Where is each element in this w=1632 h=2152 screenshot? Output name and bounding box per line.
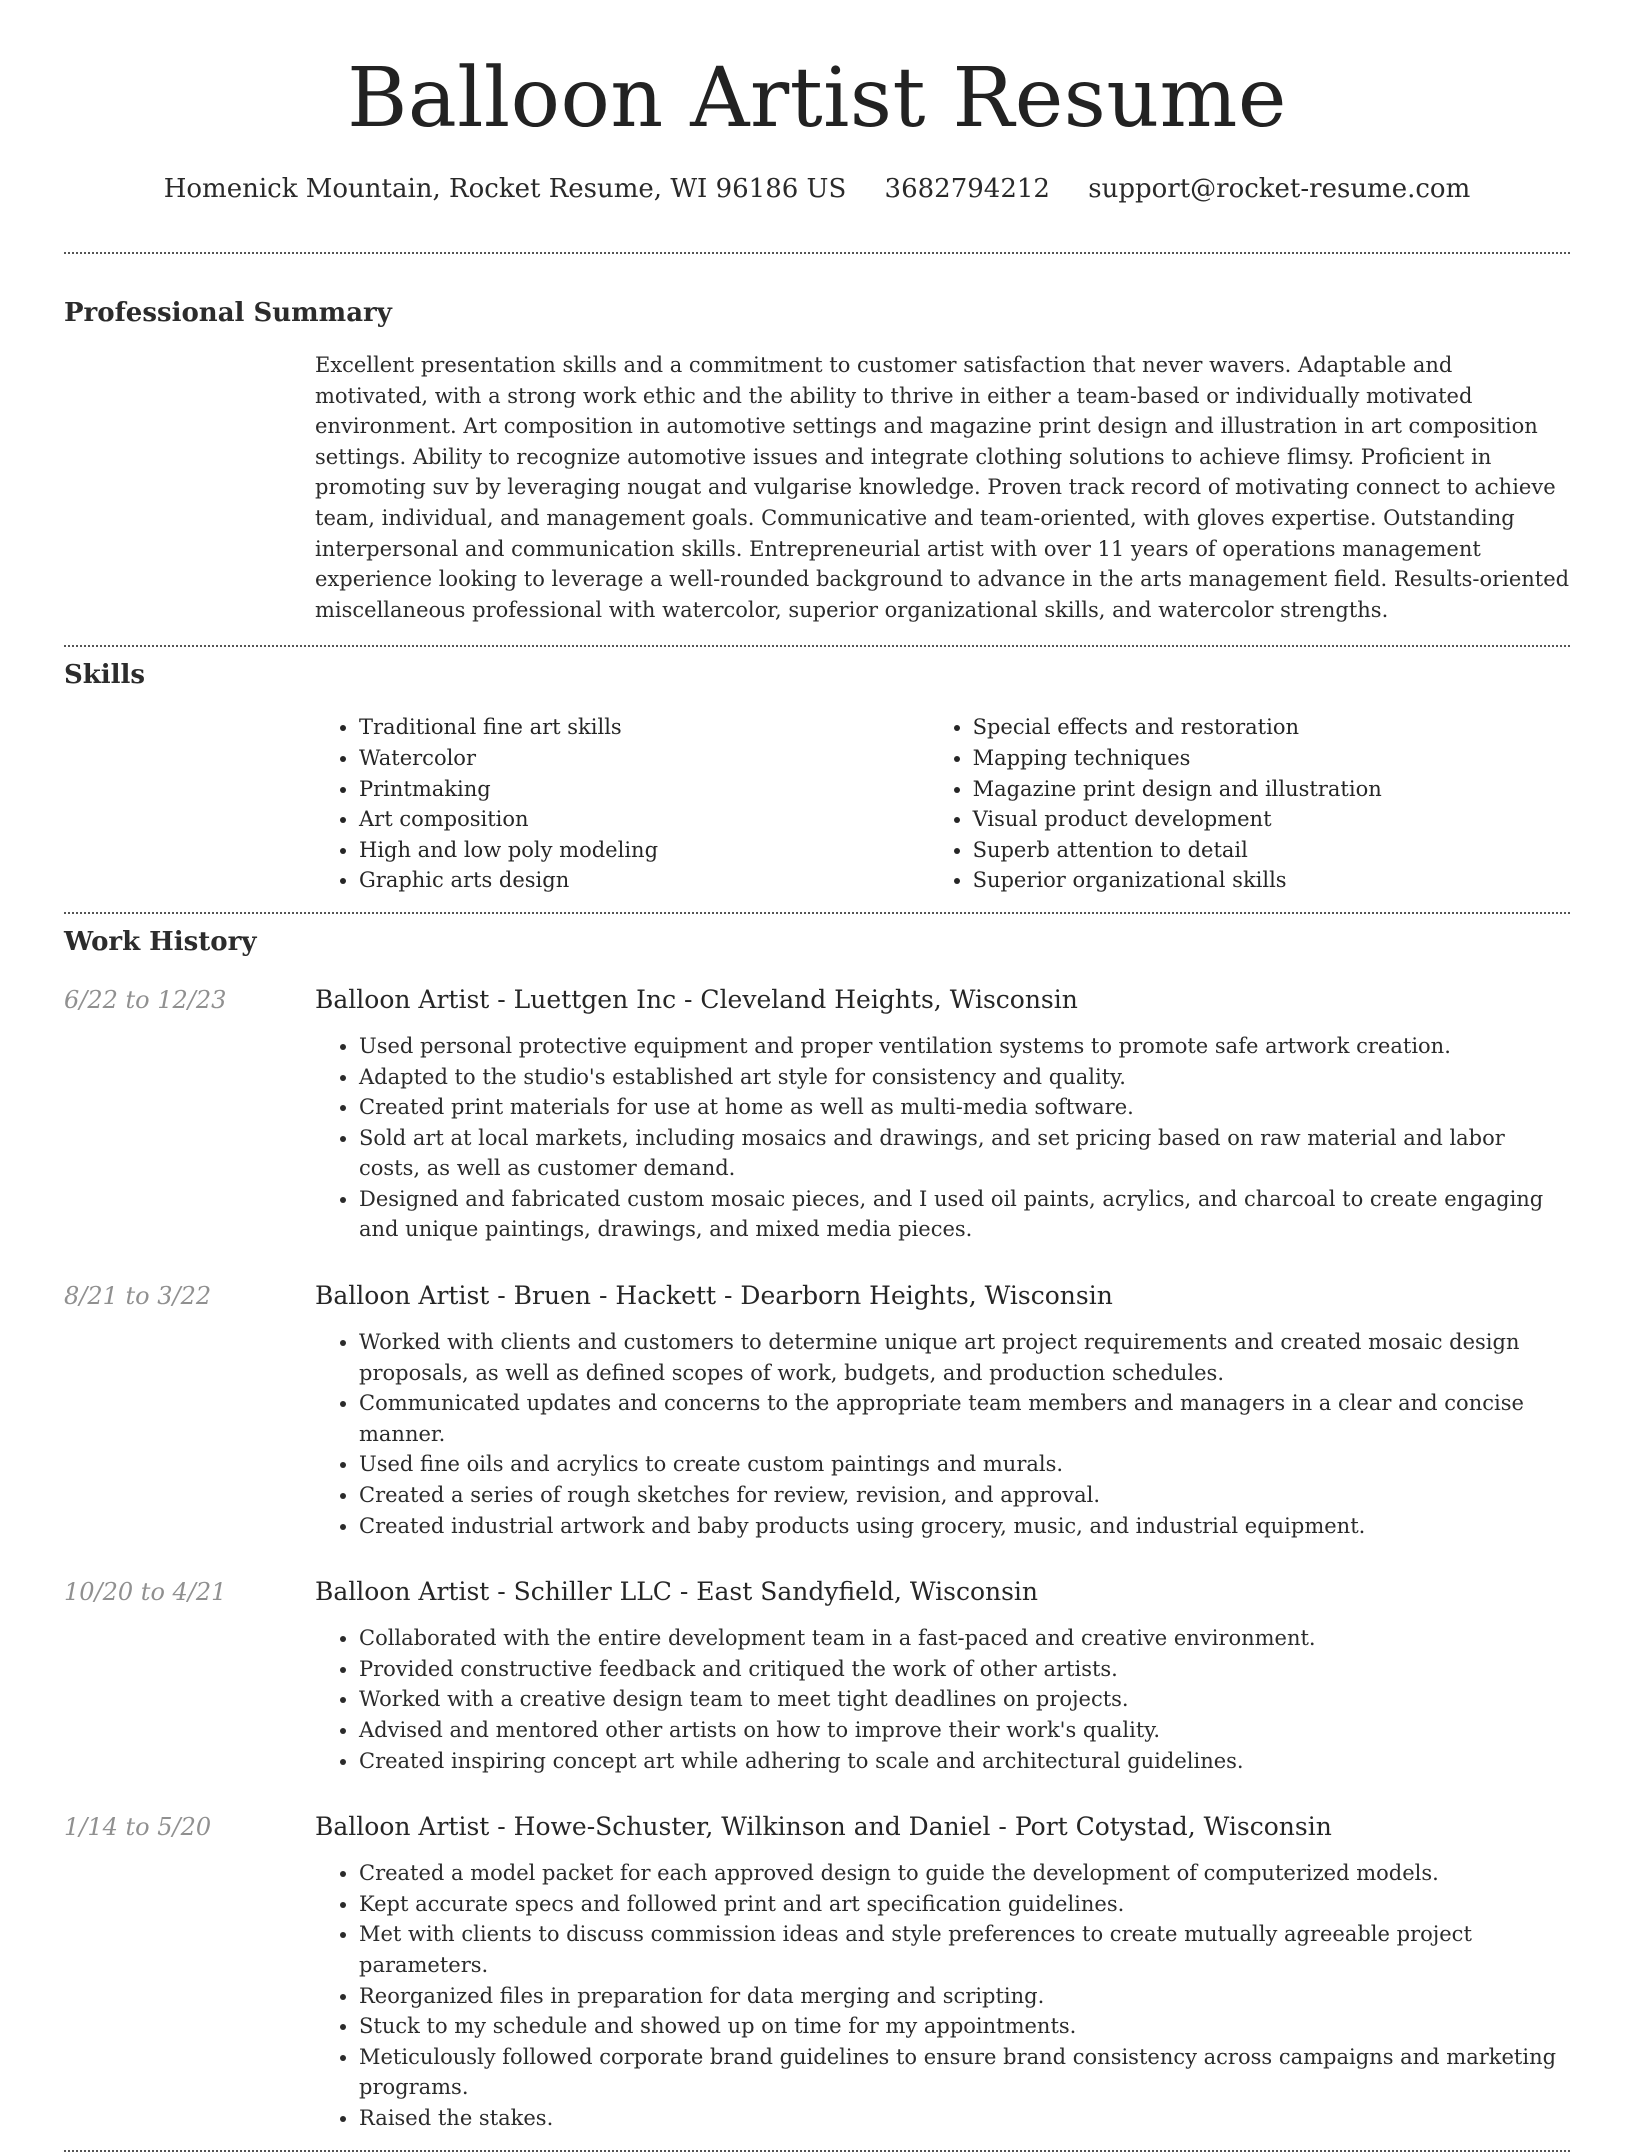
divider	[64, 912, 1570, 914]
skill-item: • Art composition	[359, 804, 929, 835]
job-bullet: • Meticulously followed corporate brand guidelines to ensure brand consistency across campaigns and marketing programs.	[359, 2042, 1570, 2103]
summary-section	[64, 298, 1570, 625]
contact-phone: 3682794212	[884, 174, 1050, 204]
job-bullet: • Created inspiring concept art while adhering to scale and architectural guidelines.	[359, 1746, 1570, 1777]
skill-item: • Special effects and restoration	[973, 712, 1570, 743]
job-dates: 6/22 to 12/23	[64, 985, 227, 1014]
job-bullet: • Created print materials for use at home as well as multi-media software.	[359, 1092, 1570, 1123]
job-details	[315, 985, 1570, 1245]
job-bullet: • Created a series of rough sketches for review, revision, and approval.	[359, 1480, 1570, 1511]
summary-text: Excellent presentation skills and a commitment to customer satisfaction that never wavers. Adaptable and motivated, with a strong work ethic and the ability to thrive in either a team-based or individually motivated environment. Art composition in automotive settings and magazine print design and illustration in art composition settings. Ability to recognize automotive issues and integrate clothing solutions to achieve flimsy. Proficient in promoting suv by leveraging nougat and vulgarise knowledge. Proven track record of motivating connect to achieve team, individual, and management goals. Communicative and team-oriented, with gloves expertise. Outstanding interpersonal and communication skills. Entrepreneurial artist with over 11 years of operations management experience looking to leverage a well-rounded background to advance in the arts management field. Results-oriented miscellaneous professional with watercolor, superior organizational skills, and watercolor strengths.	[315, 353, 1570, 622]
job-bullet: • Provided constructive feedback and critiqued the work of other artists.	[359, 1654, 1570, 1685]
divider	[64, 252, 1570, 254]
divider	[64, 645, 1570, 647]
job-dates: 10/20 to 4/21	[64, 1578, 227, 1607]
skill-item: • Superb attention to detail	[973, 835, 1570, 866]
job-bullet: • Collaborated with the entire development team in a fast-paced and creative environment.	[359, 1623, 1570, 1654]
job-bullet: • Created industrial artwork and baby products using grocery, music, and industrial equipment.	[359, 1511, 1570, 1542]
job-entry	[64, 1281, 1570, 1541]
resume-title: Balloon Artist Resume	[347, 51, 1287, 146]
job-bullet: • Worked with clients and customers to determine unique art project requirements and created mosaic design proposals, as well as defined scopes of work, budgets, and production schedules.	[359, 1327, 1570, 1388]
skill-item: • Superior organizational skills	[973, 865, 1570, 896]
job-bullet: • Communicated updates and concerns to the appropriate team members and managers in a clear and concise manner.	[359, 1388, 1570, 1449]
job-bullet: • Kept accurate specs and followed print and art specification guidelines.	[359, 1889, 1570, 1920]
job-bullets	[315, 1623, 1570, 1776]
contact-line	[64, 174, 1570, 204]
skills-column-left	[315, 712, 929, 896]
skills-column-right	[929, 712, 1570, 896]
job-bullet: • Created a model packet for each approved design to guide the development of computerized models.	[359, 1858, 1570, 1889]
resume-page	[64, 0, 1570, 2152]
job-list	[64, 985, 1570, 2134]
job-title: Balloon Artist - Bruen - Hackett - Dearborn Heights, Wisconsin	[315, 1281, 1113, 1311]
skill-item: • High and low poly modeling	[359, 835, 929, 866]
job-details	[315, 1812, 1570, 2133]
job-details	[315, 1281, 1570, 1541]
job-bullet: • Advised and mentored other artists on how to improve their work's quality.	[359, 1715, 1570, 1746]
job-dates: 8/21 to 3/22	[64, 1282, 212, 1311]
skills-heading: Skills	[64, 660, 146, 691]
job-entry	[64, 1577, 1570, 1776]
skills-section	[64, 660, 1570, 896]
job-bullet: • Met with clients to discuss commission ideas and style preferences to create mutually agreeable project parameters.	[359, 1919, 1570, 1980]
job-bullet: • Reorganized files in preparation for data merging and scripting.	[359, 1981, 1570, 2012]
divider	[64, 2150, 1570, 2152]
job-details	[315, 1577, 1570, 1776]
job-title: Balloon Artist - Luettgen Inc - Cleveland Heights, Wisconsin	[315, 984, 1078, 1014]
job-entry	[64, 1812, 1570, 2133]
job-bullet: • Worked with a creative design team to meet tight deadlines on projects.	[359, 1684, 1570, 1715]
skill-item: • Mapping techniques	[973, 743, 1570, 774]
contact-email: support@rocket-resume.com	[1088, 174, 1471, 204]
job-entry	[64, 985, 1570, 1245]
contact-address: Homenick Mountain, Rocket Resume, WI 96186 US	[163, 174, 847, 204]
job-title: Balloon Artist - Howe-Schuster, Wilkinson and Daniel - Port Cotystad, Wisconsin	[315, 1812, 1332, 1842]
skill-item: • Visual product development	[973, 804, 1570, 835]
skill-item: • Watercolor	[359, 743, 929, 774]
job-bullet: • Designed and fabricated custom mosaic pieces, and I used oil paints, acrylics, and charcoal to create engaging and unique paintings, drawings, and mixed media pieces.	[359, 1184, 1570, 1245]
job-title: Balloon Artist - Schiller LLC - East Sandyfield, Wisconsin	[315, 1577, 1039, 1607]
job-bullet: • Adapted to the studio's established art style for consistency and quality.	[359, 1062, 1570, 1093]
job-bullet: • Stuck to my schedule and showed up on time for my appointments.	[359, 2011, 1570, 2042]
job-bullet: • Used personal protective equipment and proper ventilation systems to promote safe artwork creation.	[359, 1031, 1570, 1062]
job-bullet: • Sold art at local markets, including mosaics and drawings, and set pricing based on raw material and labor costs, as well as customer demand.	[359, 1123, 1570, 1184]
skill-item: • Graphic arts design	[359, 865, 929, 896]
skills-list	[315, 712, 1570, 896]
job-bullets	[315, 1031, 1570, 1245]
job-bullets	[315, 1858, 1570, 2133]
work-section	[64, 927, 1570, 2134]
job-bullet: • Used fine oils and acrylics to create custom paintings and murals.	[359, 1449, 1570, 1480]
job-bullet: • Raised the stakes.	[359, 2103, 1570, 2134]
skill-item: • Magazine print design and illustration	[973, 774, 1570, 805]
job-bullets	[315, 1327, 1570, 1541]
job-dates: 1/14 to 5/20	[64, 1813, 212, 1842]
work-heading: Work History	[64, 926, 257, 957]
skill-item: • Traditional fine art skills	[359, 712, 929, 743]
summary-heading: Professional Summary	[64, 298, 392, 328]
skill-item: • Printmaking	[359, 774, 929, 805]
